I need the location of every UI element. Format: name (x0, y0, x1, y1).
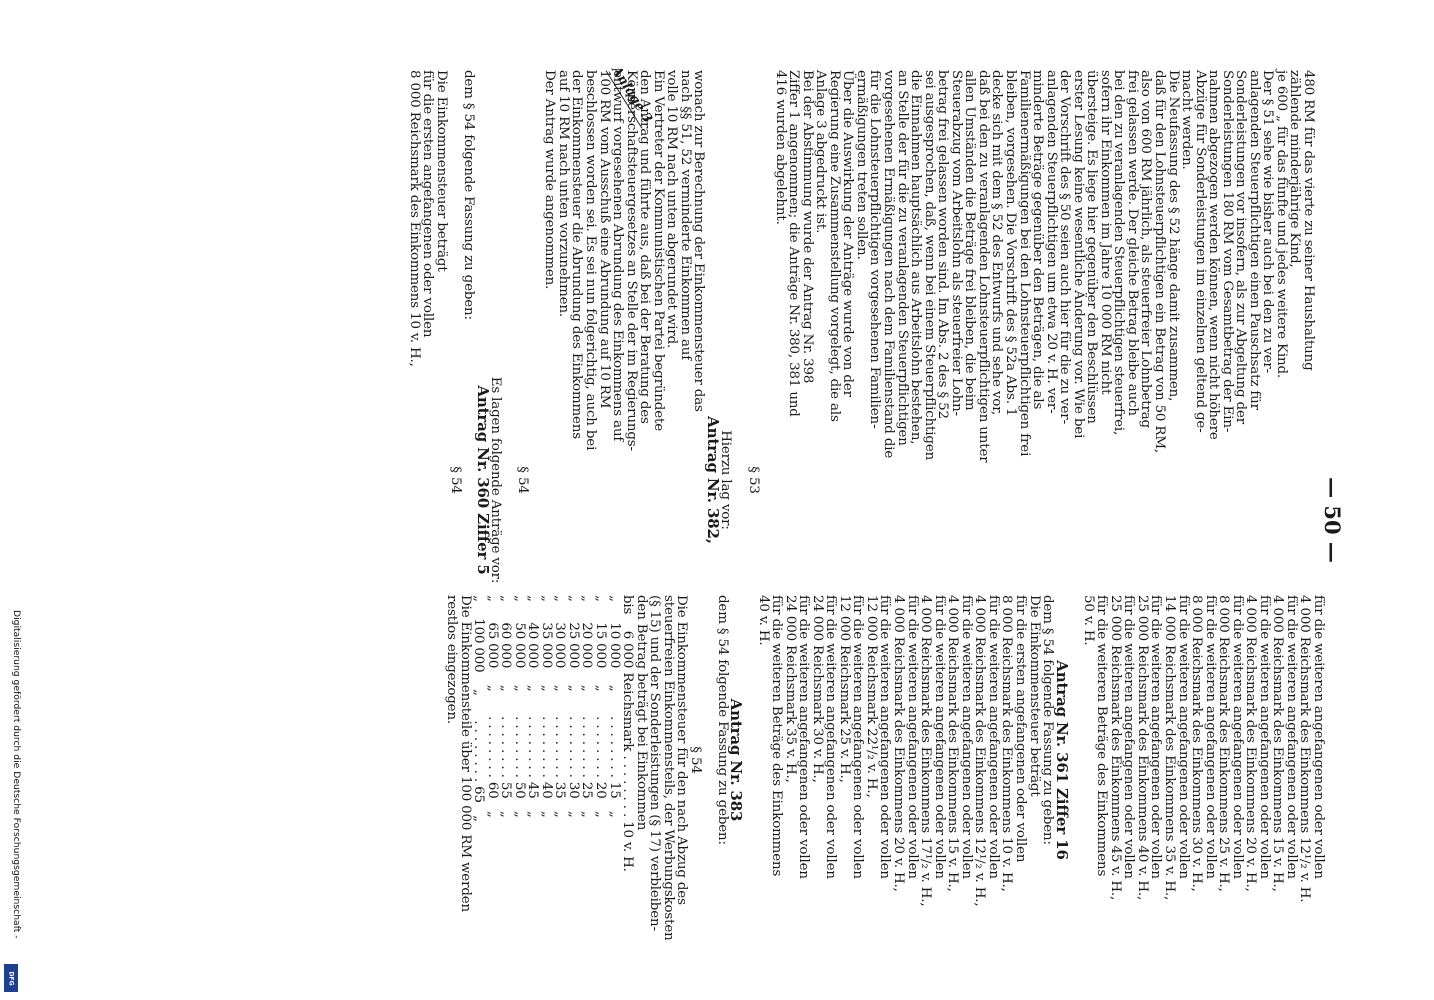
text-line: „ 30 000 „ . . . . . . . . 35 „ (552, 595, 568, 818)
text-line: 25 000 Reichsmark des Einkommens 45 v. H., (1107, 595, 1123, 901)
text-line: Hierzu lag vor: (718, 430, 734, 530)
text-line: Körperschaftsteuergesetzes an Stelle der im Regierungs- (623, 70, 639, 451)
text-line: 4 000 Reichsmark des Einkommens 15 v. H., (945, 595, 961, 892)
text-line: (§ 15) und der Sonderleistungen (§ 17) verbleiben- (647, 595, 663, 931)
text-line: Abzüge für Sonderleistungen im einzelnen geltend ge- (1192, 70, 1208, 433)
text-line: bei den zu veranlagenden Steuerpflichtigen steuerfrei, (1111, 70, 1127, 436)
text-line: 4 000 Reichsmark des Einkommens 20 v. H., (891, 595, 907, 892)
text-line: § 53 (745, 466, 761, 494)
text-line: 50 v. H. (1080, 595, 1096, 646)
text-line: 8 000 Reichsmark des Einkommens 30 v. H., (1189, 595, 1205, 892)
left-text-column (444, 595, 1326, 941)
text-line: „ 15 000 „ . . . . . . . . 20 „ (593, 595, 609, 818)
text-line: der Vorschrift des § 50 seien auch hier für die zu ver- (1057, 70, 1073, 424)
text-line: Antrag Nr. 382, (703, 416, 722, 544)
text-line: 4 000 Reichsmark des Einkommens 12¹/₂ v. H. (1297, 595, 1313, 903)
text-line: auf 10 RM nach unten vorzunehmen. (555, 70, 571, 318)
text-line: für die weiteren angefangenen oder vollen (1256, 595, 1272, 879)
text-line: also von 600 RM jährlich, als steuerfreier Lohnbetrag (1138, 70, 1154, 428)
text-line: minderte Beträge gegenüber den Beträgen, die als (1030, 70, 1046, 410)
text-line: „ 50 000 „ . . . . . . . . 50 „ (511, 595, 527, 818)
text-line: für die weiteren angefangenen oder vollen (877, 595, 893, 879)
text-line: für die weiteren angefangenen oder vollen (904, 595, 920, 879)
text-line: anlagenden Steuerpflichtigen um etwa 20 v. H. ver- (1043, 70, 1059, 414)
text-line: anlagenden Steuerpflichtigen einen Pauschsatz für (1246, 70, 1262, 410)
text-line: bis 6 000 Reichsmark . . . . . . . . 10 v. H. (620, 595, 636, 872)
text-line: „ 10 000 „ . . . . . . . . 15 „ (606, 595, 622, 818)
text-line: restlos eingezogen. (444, 595, 459, 725)
text-line: für die weiteren angefangenen oder vollen (1202, 595, 1218, 879)
text-line: die Einnahmen hauptsächlich aus Arbeitslohn bestehen, (908, 70, 924, 445)
text-line: Sonderleistungen vor insofern, als zur Abgeltung der (1233, 70, 1249, 424)
text-line: decke sich mit dem § 52 des Entwurfs und sehe vor, (989, 70, 1005, 416)
text-line: § 54 (447, 466, 463, 494)
text-line: für die weiteren angefangenen oder vollen (850, 595, 866, 879)
text-line: 24 000 Reichsmark 35 v. H., (782, 595, 798, 783)
text-line: volle 10 RM nach unten abgerundet wird. (664, 70, 680, 349)
text-line: vorgesehenen Ermäßigungen nach dem Familienstand die (881, 70, 897, 459)
text-line: beschlossen worden sei. Es sei nun folgerichtig, auch bei (583, 70, 599, 451)
text-line: „ 60 000 „ . . . . . . . . 55 „ (498, 595, 514, 818)
text-line: 25 000 Reichsmark des Einkommens 40 v. H., (1134, 595, 1150, 901)
text-line: für die weiteren Beträge des Einkommens (1094, 595, 1110, 877)
text-line: für die weiteren angefangenen oder vollen (1148, 595, 1164, 879)
text-line: für die weiteren angefangenen oder vollen (1229, 595, 1245, 879)
text-line: „ 65 000 „ . . . . . . . . 60 „ (484, 595, 500, 818)
digitization-credit: Digitalisierung gefördert durch die Deutsche Forschungsgemeinschaft - (11, 610, 22, 939)
text-line: bleiben, vorgesehen. Die Vorschrift des § 52a Abs. 1 (1002, 70, 1018, 417)
text-line: für die Lohnsteuerpflichtigen vorgesehenen Familien- (867, 70, 883, 429)
text-line: wonach zur Berechnung der Einkommensteuer das (691, 70, 707, 412)
text-line: 40 v. H. (755, 595, 771, 646)
text-line: für die weiteren Beträge des Einkommens (769, 595, 785, 877)
text-line: macht werden. (1179, 70, 1195, 170)
text-line: 8 000 Reichsmark des Einkommens 10 v. H., (406, 70, 422, 367)
text-line (702, 595, 716, 925)
text-line: für die weiteren angefangenen oder vollen (1283, 595, 1299, 879)
text-line: 4 000 Reichsmark des Einkommens 15 v. H., (1270, 595, 1286, 892)
text-line: 14 000 Reichsmark des Einkommens 35 v. H., (1161, 595, 1177, 901)
text-line: „ 25 000 „ . . . . . . . . 30 „ (565, 595, 581, 818)
text-line: der Einkommensteuer die Abrundung des Einkommens (569, 70, 585, 440)
text-line: nach §§ 51, 52 verminderte Einkommen auf (677, 70, 693, 361)
text-line: für die weiteren angefangenen oder vollen (1311, 595, 1326, 879)
text-line: 480 RM für das vierte zu seiner Haushaltung (1301, 70, 1316, 371)
text-line: Der Antrag wurde angenommen. (542, 70, 558, 290)
text-line: „ 35 000 „ . . . . . . . . 40 „ (538, 595, 554, 818)
text-line: Bei der Abstimmung wurde der Antrag Nr. 398 (799, 70, 815, 384)
text-line: 12 000 Reichsmark 22¹/₂ v. H., (863, 595, 879, 798)
page-number: — 50 — (1320, 477, 1345, 563)
text-line: Die Einkommensteile über 100 000 RM werden (457, 595, 473, 912)
text-line: daß für den Lohnsteuerpflichtigen ein Betrag von 50 RM, (1151, 70, 1167, 454)
text-line: daß bei den zu veranlagenden Lohnsteuerpflichtigen unter (975, 70, 991, 463)
text-line: „ 40 000 „ . . . . . . . . 45 „ (525, 595, 541, 818)
text-line: 8 000 Reichsmark des Einkommens 10 v. H., (999, 595, 1015, 892)
text-line: entwurf vorgesehenen Abrundung des Einkommens auf (610, 70, 626, 442)
text-line: übersteige. Es liege hier gegenüber den Beschlüssen (1084, 70, 1100, 424)
text-line: frei gelassen werde. Der gleiche Betrag bleibe auch (1124, 70, 1140, 416)
text-line: 24 000 Reichsmark 30 v. H., (809, 595, 825, 783)
text-line: Ziffer 1 angenommen; die Anträge Nr. 380, 381 und (786, 70, 802, 417)
text-line: für die weiteren angefangenen oder vollen (1175, 595, 1191, 879)
text-line: ermäßigungen treten sollen. (853, 70, 869, 260)
text-line: 8 000 Reichsmark des Einkommens 25 v. H., (1216, 595, 1232, 892)
text-line: Antrag Nr. 383 (727, 698, 746, 822)
text-line: Die Einkommensteuer für den nach Abzug des (674, 595, 690, 905)
anlage-marginal-label: Anlage 3 (606, 62, 656, 129)
text-line: 12 000 Reichsmark 25 v. H., (836, 595, 852, 783)
text-line: „ 100 000 „ . . . . . . . . 65 „ (471, 595, 487, 822)
text-line: Antrag Nr. 360 Ziffer 5 (473, 385, 492, 575)
text-line: Die Einkommensteuer beträgt (1026, 595, 1042, 797)
text-line: dem § 54 folgende Fassung zu geben: (1040, 595, 1056, 845)
text-line: für die weiteren angefangenen oder vollen (796, 595, 812, 879)
text-line: § 54 (687, 746, 703, 774)
text-line: an Stelle der für die zu veranlagenden Steuerpflichtigen (894, 70, 910, 446)
dfg-logo: DFG (4, 964, 18, 992)
text-line: 100 RM vom Ausschuß eine Abrundung auf 10 RM (596, 70, 612, 409)
text-line: Familienermäßigungen bei den Lohnsteuerpflichtigen frei (1016, 70, 1032, 457)
text-line: § 54 (515, 466, 531, 494)
text-line: sei ausgesprochen, daß, wenn bei einem Steuerpflichtigen (921, 70, 937, 461)
text-line: für die weiteren angefangenen oder vollen (931, 595, 947, 879)
text-line: Ein Vertreter der Kommunistischen Partei begründete (650, 70, 666, 432)
text-line: betrag frei gelassen worden sind. Im Abs. 2 des § 52 (935, 70, 951, 419)
text-line: für die weiteren angefangenen oder vollen (985, 595, 1001, 879)
text-line: Antrag Nr. 361 Ziffer 16 (1052, 660, 1071, 860)
text-line: für die ersten angefangenen oder vollen (1012, 595, 1028, 863)
text-line: Anlage 3 abgedruckt ist. (813, 70, 829, 234)
text-line: für die weiteren angefangenen oder vollen (958, 595, 974, 879)
text-line: nahmen abgezogen werden können, wenn nicht höhere (1206, 70, 1222, 440)
text-line: den Betrag beträgt bei Einkommen (633, 595, 649, 831)
text-line: für die weiteren angefangenen oder vollen (1121, 595, 1137, 879)
text-line: „ 20 000 „ . . . . . . . . 25 „ (579, 595, 595, 818)
text-line: Über die Auswirkung der Anträge wurde von der (840, 70, 856, 397)
text-line: Regierung eine Zusammenstellung vorgelegt, die als (826, 70, 842, 422)
text-line: Steuerabzug vom Arbeitslohn als steuerfreier Lohn- (948, 70, 964, 416)
text-line: Die Neufassung des § 52 hänge damit zusammen, (1165, 70, 1181, 402)
text-line: für die weiteren angefangenen oder vollen (823, 595, 839, 879)
text-line: erster Lesung keine wesentliche Änderung vor. Wie bei (1070, 70, 1086, 439)
text-line: sofern ihr Einkommen im Jahre 10 000 RM nicht (1097, 70, 1113, 395)
text-line: 416 wurden abgelehnt. (772, 70, 788, 225)
text-line: 4 000 Reichsmark des Einkommens 17¹/₂ v. H., (918, 595, 934, 907)
text-line: Sonderleistungen 180 RM vom Gesamtbetrag der Ein- (1219, 70, 1235, 433)
text-line: Der § 51 sehe wie bisher auch bei den zu ver- (1260, 70, 1276, 374)
text-line: dem § 54 folgende Fassung zu geben: (461, 70, 477, 320)
text-line: Die Einkommensteuer beträgt (434, 70, 449, 272)
text-line: allen Umständen die Beträge frei bleiben, die beim (962, 70, 978, 411)
text-line: Es lagen folgende Anträge vor: (488, 376, 504, 584)
text-line: steuerfreien Einkommensteils, der Werbungskosten (660, 595, 676, 941)
text-line: für die ersten angefangenen oder vollen (420, 70, 436, 338)
text-line: je 600 „ für das fünfte und jedes weitere Kind. (1273, 70, 1289, 379)
text-line: dem § 54 folgende Fassung zu geben: (714, 595, 730, 845)
text-line: 4 000 Reichsmark des Einkommens 12¹/₂ v. H., (972, 595, 988, 907)
text-line: zählende minderjährige Kind, (1287, 70, 1303, 268)
text-line: 4 000 Reichsmark des Einkommens 20 v. H., (1243, 595, 1259, 892)
text-line: den Antrag und führte aus, daß bei der Beratung des (637, 70, 653, 424)
